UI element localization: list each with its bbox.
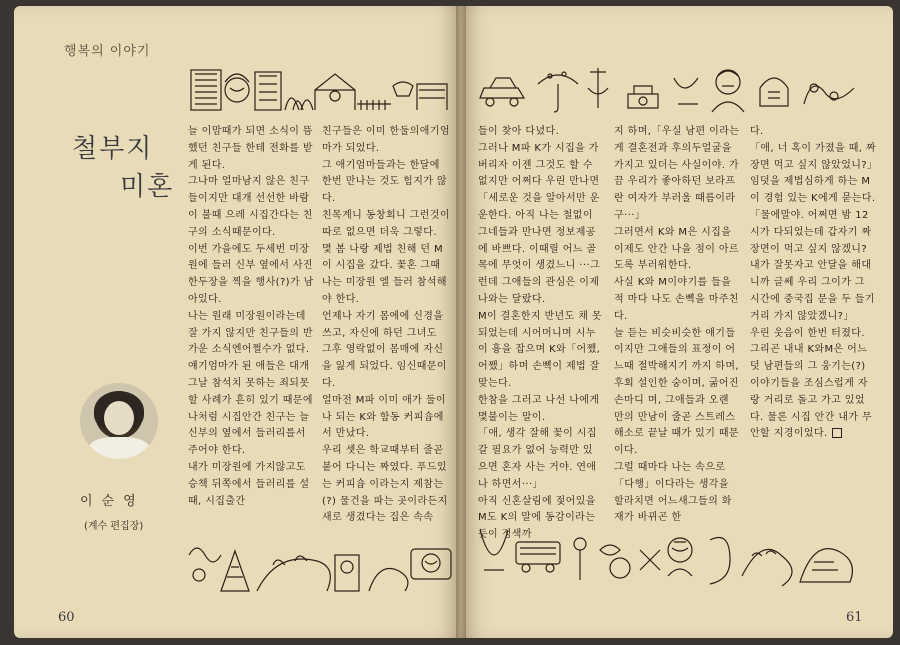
paragraph: 그러나 M파 K가 시집을 가버리자 이젠 그것도 할 수 없지만 어쩌다 우린 만나면「세로운 것을 알아서만 운운한다. 아직 나는 철없이 그네들과 만나면 정보제공에 바쁘다. 이때릴 어느 골목에 무엇이 생겼느니 ···그런데 그애들의 관심은 이제 나와는 달랐다.: [478, 142, 601, 305]
decorative-illustration-top-right: [478, 58, 868, 116]
decorative-illustration-bottom-right: [470, 520, 870, 592]
paragraph: 우리 셋은 학교때부터 줄곧 붙어 다니는 짜였다. 푸드있는 커피숍 이라는지 제참는(?) 물건을 파는 곳이라든지 새로 생겼다는 집은 속속: [322, 445, 448, 524]
paragraph: 늘 이맘때가 되면 소식이 뜸했던 친구들 한테 전화를 받게 된다.: [188, 126, 313, 171]
paragraph: 그나마 얼마남지 않은 친구들이지만 대개 선선한 바람이 불때 으레 시집간다는 친구의 소식때문이다.: [188, 176, 313, 238]
paragraph: 친목계니 동창회니 그런것이 따로 없으면 더욱 그렇다.: [322, 209, 450, 238]
paragraph: 지 하며,「우실 남편 이라는게 결혼전과 후의두얼굴을 가지고 있더는 사실이야. 가끔 우리가 좋아하던 보라프란 여자가 부러울 때름이라구···」: [614, 126, 740, 221]
text-column-4: [614, 124, 740, 527]
paragraph: 이번 가을에도 두세번 미장원에 들러 신부 옆에서 사진 한두장을 찍을 행사(?)가 남아있다.: [188, 243, 314, 305]
paragraph: 언제나 자기 몸에에 신경을 쓰고, 자신에 하던 그녀도 그후 영락없이 몸매에 자신을 잃게 되었다. 임신때문이다.: [322, 310, 447, 389]
author-photo: [80, 383, 158, 459]
paragraph: 아직 신혼살림에 젖어있을 M도 K의 말에 동감이라는 듯이 정색까: [478, 495, 596, 541]
article-title-line2: 미혼: [120, 172, 175, 202]
paragraph: 늘 듣는 비슷비슷한 얘기들이지만 그애들의 표정이 어느때 절박해지기 까지 하며, 후회 설인한 숭이며, 굶어진 손마디 며, 그애들과 오랜 만의 만남이 줄곧 스트레스해소로 끝날 때가 있기 때문이다.: [614, 327, 739, 457]
paragraph: M이 결혼한지 반년도 채 못되었는데 시어머니며 시누이 흉을 잡으며 K와「어쨌, 어쨌」하며 손뼉이 제법 잘 맞는다.: [478, 310, 602, 389]
decorative-illustration-top-left: [185, 60, 455, 118]
paragraph: 친구들은 이미 한둘의애기엄마가 되었다.: [322, 126, 450, 154]
page-number-left: 60: [58, 610, 75, 625]
paragraph: 「물에말야. 어쩌면 밤 12시가 다되었는데 갑자기 짜장면이 먹고 싶지 않겠니? 내가 잘못자고 안달을 해대니까 글쎄 우리 그이가 그 시간에 중국집 문을 두 들기거리 가지 않았겠니?」: [750, 209, 875, 322]
paragraph: 그럴 때마다 나는 속으로「다행」이다라는 생각을 할라치면 어느새그들의 화재가 바뀌곤 한: [614, 461, 732, 524]
paragraph: 그 애기엄마들과는 한달에 한번 만나는 것도 힘지가 않다.: [322, 159, 447, 205]
paragraph: 얼마전 M파 이미 애가 둘이나 되는 K와 함동 커피숍에서 만났다.: [322, 394, 446, 440]
paragraph: 몇 봄 나랑 제법 친해 던 M이 시집을 갔다. 꽃혼 그때 나는 미장원 엘 들러 참석해야 한다.: [322, 243, 447, 305]
page-number-right: 61: [846, 610, 863, 625]
paragraph: [750, 326, 876, 444]
article-title-line1: 철부지: [72, 134, 154, 164]
paragraph: 사실 K와 M이야기를 들을적 마다 나도 손뼉을 마주친다.: [614, 277, 739, 322]
paragraph: 「애, 생각 잘해 꽃이 시집갈 필요가 없어 능력만 있으면 혼자 사는 거야. 연애나 하면서···」: [478, 428, 597, 490]
paragraph: 들이 찾아 다녔다.: [478, 126, 560, 137]
paragraph: 나는 원래 미장원이라는데 잘 가지 않지만 친구들의 반가운 소식엔어쩔수가 없다.: [188, 310, 313, 356]
end-mark-icon: [832, 428, 842, 438]
author-name: 이순영: [80, 494, 145, 509]
paragraph-text: 우린 웃음이 한번 터졌다. 그리곤 내내 K와M은 어느덧 남편들의 그 웅기는(?) 이야기들을 조심스럽게 자랑 거리로 돌고 가고 있었다. 물론 시집 안간 내가 무안할 지경이었다.: [750, 327, 873, 440]
decorative-illustration-bottom-left: [185, 525, 457, 595]
paragraph: 얘기엄마가 된 애들은 대개 그날 참석치 못하는 죄되못할 사례가 흔히 있기 때문에 나처럼 시집안간 친구는 늘 신부의 옆에서 들러리를서 주어야 한다.: [188, 361, 313, 457]
paragraph: 그러면서 K와 M은 시집을 이제도 안간 나을 점이 아르도록 부러워한다.: [614, 226, 739, 272]
series-label: 행복의 이야기: [64, 44, 151, 59]
author-affiliation: (계수 편집장): [84, 521, 144, 532]
paragraph: 임덧을 제법심하게 하는 M이 경험 있는 K에게 묻는다.: [750, 176, 876, 205]
paragraph: 「애, 너 혹이 가졌을 때, 짜장면 먹고 싶지 않았었니?」: [750, 142, 878, 171]
paragraph: 다.: [750, 126, 764, 137]
paragraph: 내가 미장원에 가지않고도 승책 뒤쪽에서 들러리를 설 때, 시집출간: [188, 461, 310, 507]
text-column-3: [478, 124, 602, 544]
book-spine: [456, 6, 466, 638]
text-column-1: [188, 124, 316, 510]
text-column-2: [322, 124, 450, 527]
text-column-5: [750, 124, 876, 443]
paragraph: 한참을 그러고 나선 나에게 몇불이는 말이.: [478, 394, 600, 423]
